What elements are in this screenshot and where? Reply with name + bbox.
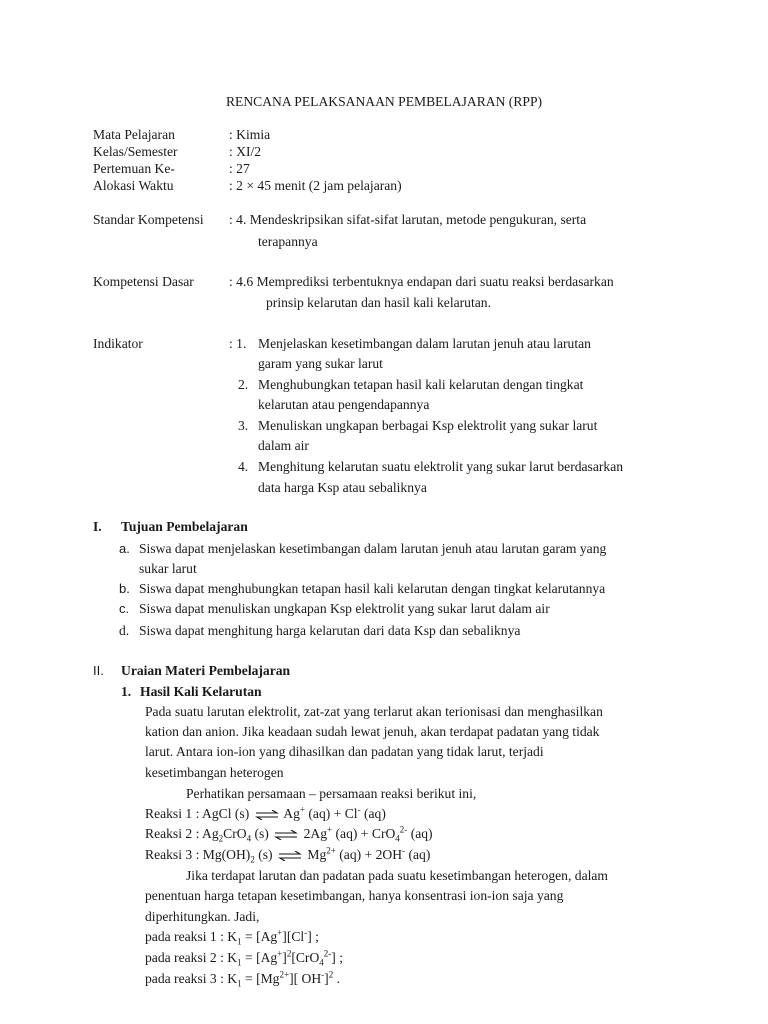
identity-value-subject: : Kimia xyxy=(229,127,271,142)
para3-line1: Jika terdapat larutan dan padatan pada suatu kesetimbangan heterogen, dalam xyxy=(186,868,608,883)
reaction-2 xyxy=(145,826,433,842)
identity-label-class: Kelas/Semester xyxy=(93,144,178,159)
equilibrium-arrow-icon xyxy=(278,851,302,861)
indikator-item-3-line1: Menuliskan ungkapan berbagai Ksp elektrolit yang sukar larut xyxy=(258,418,598,433)
section2-number: II. xyxy=(93,663,104,678)
standar-kompetensi-label: Standar Kompetensi xyxy=(93,212,204,227)
para3-line3: diperhitungkan. Jadi, xyxy=(145,909,260,924)
reaction-2-left: Reaksi 2 : $Ag_2CrO_4$ (s) xyxy=(145,826,269,844)
identity-value-meeting: : 27 xyxy=(229,161,250,176)
para1-line3: larut. Antara ion-ion yang dihasilkan dan padatan yang tidak larut, terjadi xyxy=(145,744,544,759)
reaction-3 xyxy=(145,847,430,863)
k-expression-1: pada reaksi 1 : $K_1 = [Ag^+][Cl^-]$ ; xyxy=(145,927,319,947)
indikator-item-4-line1: Menghitung kelarutan suatu elektrolit yang sukar larut berdasarkan xyxy=(258,459,624,474)
indikator-item-2-line1: Menghubungkan tetapan hasil kali kelarutan dengan tingkat xyxy=(258,377,584,392)
standar-kompetensi-line2: terapannya xyxy=(258,234,318,249)
indikator-label: Indikator xyxy=(93,336,143,351)
indikator-item-1-line2: garam yang sukar larut xyxy=(258,356,383,371)
section1-item-a-letter: a. xyxy=(119,541,130,556)
identity-value-time: : 2 × 45 menit (2 jam pelajaran) xyxy=(229,178,402,193)
kompetensi-dasar-line2: prinsip kelarutan dan hasil kali kelarutan. xyxy=(266,295,491,310)
subsection-heading: Hasil Kali Kelarutan xyxy=(140,684,262,699)
section1-item-b-letter: b. xyxy=(119,581,130,596)
para1-line4: kesetimbangan heterogen xyxy=(145,765,284,780)
section1-item-a-line1: Siswa dapat menjelaskan kesetimbangan dalam larutan jenuh atau larutan garam yang xyxy=(139,541,607,556)
kompetensi-dasar-label: Kompetensi Dasar xyxy=(93,274,194,289)
reaction-1-left: Reaksi 1 : AgCl (s) xyxy=(145,806,250,821)
section1-heading: Tujuan Pembelajaran xyxy=(121,519,248,534)
reaction-3-left: Reaksi 3 : $Mg(OH)_2$ (s) xyxy=(145,847,273,865)
section1-item-c-letter: c. xyxy=(119,601,130,616)
identity-label-meeting: Pertemuan Ke- xyxy=(93,161,175,176)
equilibrium-arrow-icon xyxy=(255,810,279,820)
indikator-item-1-line1: Menjelaskan kesetimbangan dalam larutan jenuh atau larutan xyxy=(258,336,591,351)
para1-line1: Pada suatu larutan elektrolit, zat-zat yang terlarut akan terionisasi dan menghasilkan xyxy=(145,704,603,719)
indikator-num-2: 2. xyxy=(238,377,249,392)
reaction-3-right: $Mg^{2+}$ (aq) + 2OH- (aq) xyxy=(307,845,431,862)
section1-item-c-line1: Siswa dapat menuliskan ungkapan Ksp elektrolit yang sukar larut dalam air xyxy=(139,601,550,616)
section1-item-d-line1: Siswa dapat menghitung harga kelarutan dari data Ksp dan sebaliknya xyxy=(139,623,521,638)
para1-line2: kation dan anion. Jika keadaan sudah lewat jenuh, akan terdapat padatan yang tidak xyxy=(145,724,600,739)
section1-item-d-letter: d. xyxy=(119,623,130,638)
para2: Perhatikan persamaan – persamaan reaksi berikut ini, xyxy=(186,786,477,801)
para3-line2: penentuan harga tetapan kesetimbangan, hanya konsentrasi ion-ion saja yang xyxy=(145,888,564,903)
section2-heading: Uraian Materi Pembelajaran xyxy=(121,663,291,678)
reaction-1-right: Ag+ (aq) + Cl- (aq) xyxy=(283,804,386,821)
equilibrium-arrow-icon xyxy=(274,830,298,840)
indikator-num-1: : 1. xyxy=(229,336,247,351)
reaction-1 xyxy=(145,806,386,822)
k-expression-2: pada reaksi 2 : $K_1 = [Ag^+]^2[CrO_4^{2-}]$ ; xyxy=(145,948,343,968)
identity-value-class: : XI/2 xyxy=(229,144,262,159)
k-expression-3: pada reaksi 3 : $K_1 = [Mg^{2+}]$[ OH-]$^2$ . xyxy=(145,969,340,989)
reaction-2-right: 2Ag+ (aq) + CrO$_4^{2-}$ (aq) xyxy=(303,824,433,844)
section1-number: I. xyxy=(93,519,102,534)
indikator-item-2-line2: kelarutan atau pengendapannya xyxy=(258,397,430,412)
indikator-item-4-line2: data harga Ksp atau sebaliknya xyxy=(258,480,427,495)
subsection-number: 1. xyxy=(121,684,132,699)
page-title: RENCANA PELAKSANAAN PEMBELAJARAN (RPP) xyxy=(225,94,543,109)
standar-kompetensi-line1: : 4. Mendeskripsikan sifat-sifat larutan, metode pengukuran, serta xyxy=(229,212,587,227)
section1-item-a-line2: sukar larut xyxy=(139,561,197,576)
indikator-item-3-line2: dalam air xyxy=(258,438,309,453)
kompetensi-dasar-line1: : 4.6 Memprediksi terbentuknya endapan dari suatu reaksi berdasarkan xyxy=(229,274,614,289)
indikator-num-3: 3. xyxy=(238,418,249,433)
section1-item-b-line1: Siswa dapat menghubungkan tetapan hasil kali kelarutan dengan tingkat kelarutannya xyxy=(139,581,606,596)
identity-label-time: Alokasi Waktu xyxy=(93,178,174,193)
indikator-num-4: 4. xyxy=(238,459,249,474)
identity-label-subject: Mata Pelajaran xyxy=(93,127,175,142)
